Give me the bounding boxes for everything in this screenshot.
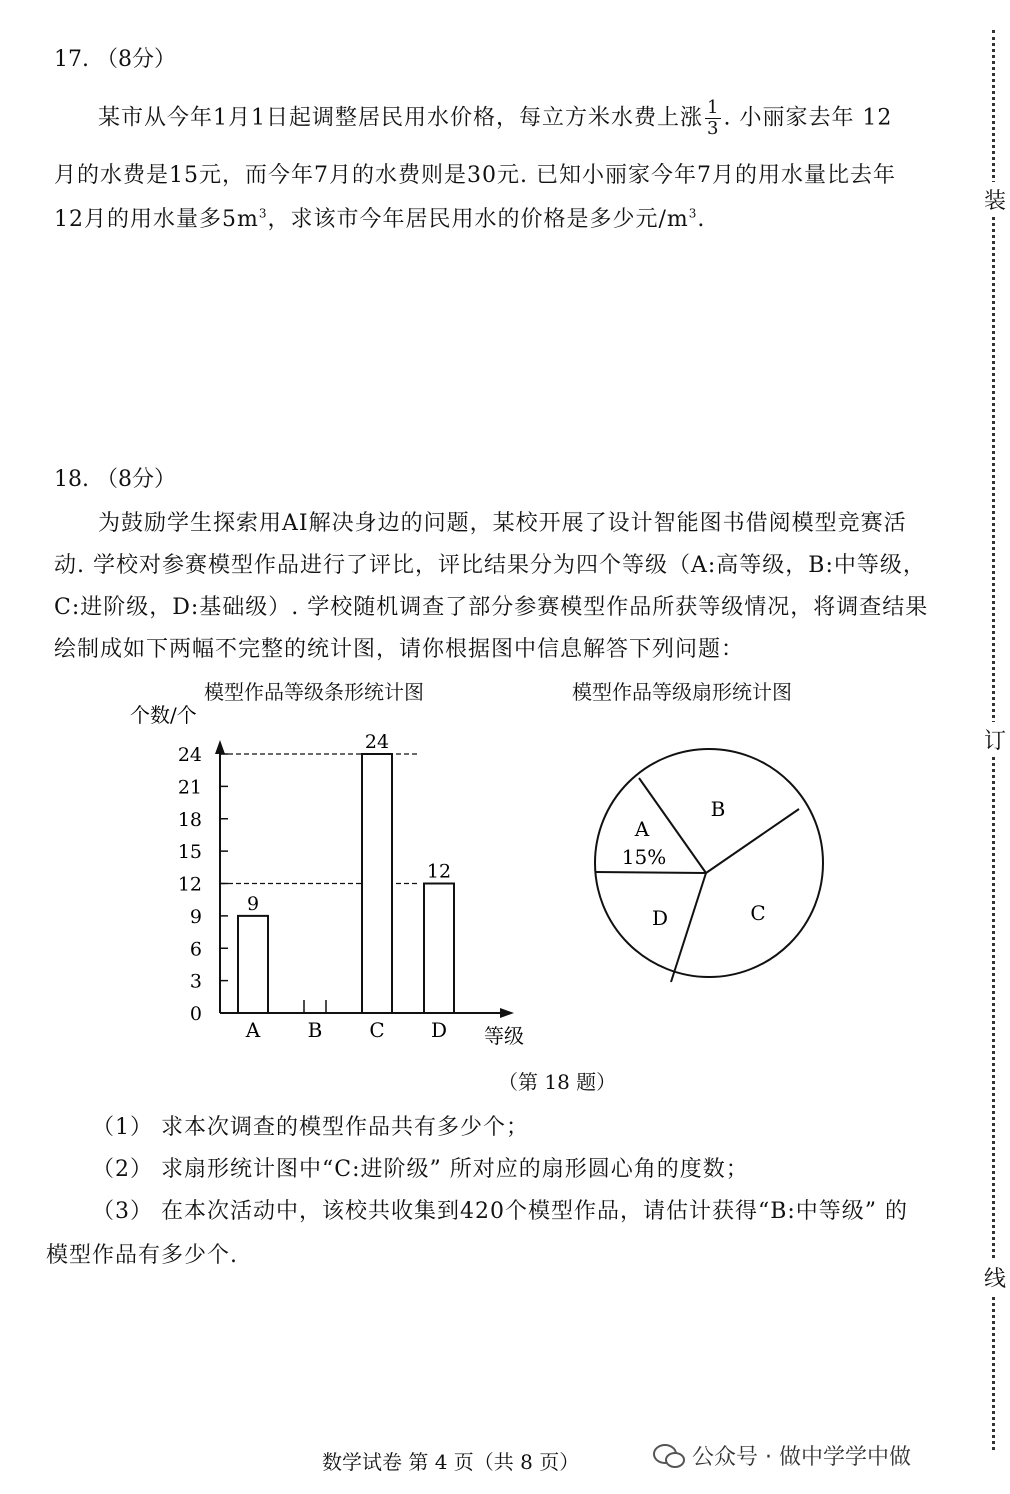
- y-tick-label: 6: [189, 938, 202, 961]
- q18-para-line4: 绘制成如下两幅不完整的统计图，请你根据图中信息解答下列问题：: [54, 637, 745, 662]
- binding-char-xian: 线: [984, 1260, 1006, 1295]
- binding-char-zhuang: 装: [984, 182, 1006, 217]
- superscript-3: 3: [688, 206, 698, 221]
- q17-line3-b: ，求该市今年居民用水的价格是多少元/m: [267, 207, 689, 232]
- page-footer: 数学试卷 第 4 页（共 8 页）: [322, 1450, 580, 1474]
- y-tick-label: 9: [189, 905, 202, 928]
- pie-percent-a: 15%: [621, 845, 667, 869]
- pie-chart: [580, 730, 840, 1000]
- q17-line1-b: . 小丽家去年 12: [723, 105, 893, 131]
- q17-line3-c: .: [697, 207, 706, 232]
- pie-divider-d-a: [595, 872, 706, 873]
- bar-chart-title: 模型作品等级条形统计图: [204, 680, 424, 704]
- bar-value-label-A: 9: [246, 892, 260, 915]
- q18-sub1: （1） 求本次调查的模型作品共有多少个；: [92, 1115, 529, 1140]
- y-tick-label: 3: [189, 970, 202, 993]
- q17-line1: [98, 98, 892, 139]
- y-tick-label: 24: [177, 744, 202, 766]
- q17-line3-a: 12月的用水量多5m: [54, 207, 259, 232]
- x-category-label-D: D: [430, 1018, 448, 1042]
- y-tick-label: 18: [177, 808, 202, 831]
- pie-label-b: B: [710, 797, 726, 821]
- pie-chart-title: 模型作品等级扇形统计图: [572, 680, 792, 704]
- y-tick-label: 21: [177, 776, 202, 799]
- q18-para-line1: 为鼓励学生探索用AI解决身边的问题，某校开展了设计智能图书借阅模型竞赛活: [98, 511, 907, 536]
- x-category-label-C: C: [369, 1018, 385, 1042]
- watermark-text: 公众号 · 做中学学中做: [692, 1445, 911, 1470]
- q17-line1-a: 某市从今年1月1日起调整居民用水价格，每立方米水费上涨: [98, 105, 703, 131]
- q18-sub2: （2） 求扇形统计图中“C:进阶级” 所对应的扇形圆心角的度数；: [92, 1157, 749, 1182]
- bar-value-label-C: 24: [364, 731, 390, 753]
- bar-chart: [120, 700, 540, 1060]
- pie-divider-c-d: [671, 873, 706, 982]
- x-axis-arrow: [500, 1008, 514, 1018]
- binding-char-ding: 订: [984, 722, 1006, 757]
- y-tick-label: 12: [177, 873, 202, 896]
- superscript-3: 3: [258, 206, 268, 221]
- y-axis-label: 个数/个: [130, 703, 197, 727]
- q17-heading: 17. （8分）: [54, 47, 176, 72]
- bar-C: [362, 754, 392, 1013]
- q18-sub3-line2: 模型作品有多少个.: [46, 1243, 238, 1268]
- fraction-denominator: 3: [707, 118, 720, 139]
- q17-line3: [54, 202, 705, 233]
- x-category-label-A: A: [245, 1018, 261, 1042]
- y-tick-label: 0: [189, 1003, 202, 1025]
- bar-D: [424, 884, 454, 1014]
- figure-caption: （第 18 题）: [498, 1070, 617, 1094]
- y-axis-arrow: [215, 740, 225, 754]
- x-axis-label: 等级: [484, 1024, 524, 1048]
- wechat-icon: [652, 1443, 686, 1469]
- pie-label-d: D: [651, 906, 669, 930]
- q17-line2: 月的水费是15元，而今年7月的水费则是30元. 已知小丽家今年7月的用水量比去年: [54, 163, 896, 188]
- bar-A: [238, 916, 268, 1013]
- fraction-one-third: [705, 98, 721, 139]
- q18-sub3-line1: （3） 在本次活动中，该校共收集到420个模型作品，请估计获得“B:中等级” 的: [92, 1199, 909, 1224]
- q18-para-line2: 动. 学校对参赛模型作品进行了评比，评比结果分为四个等级（A:高等级，B:中等级，: [54, 553, 926, 578]
- bar-value-label-D: 12: [426, 860, 452, 883]
- q18-heading: 18. （8分）: [54, 467, 176, 492]
- y-tick-label: 15: [177, 841, 202, 864]
- x-category-label-B: B: [307, 1018, 323, 1042]
- fraction-numerator: 1: [707, 97, 720, 118]
- pie-label-a: A: [634, 817, 650, 841]
- q18-para-line3: C:进阶级，D:基础级）. 学校随机调查了部分参赛模型作品所获等级情况，将调查结果: [54, 595, 929, 620]
- pie-label-c: C: [750, 901, 766, 925]
- watermark: [652, 1440, 911, 1471]
